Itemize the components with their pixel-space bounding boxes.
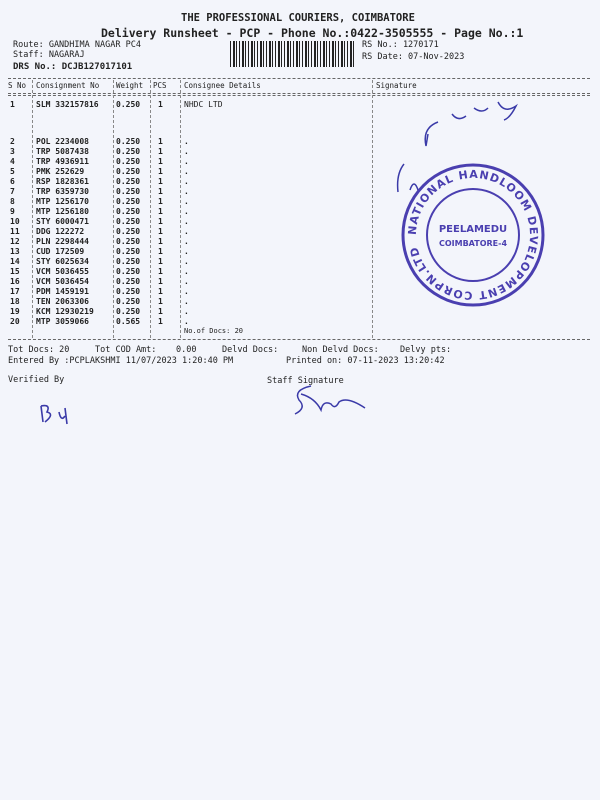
table-top-rule: [8, 78, 590, 79]
row-consignee: .: [184, 287, 189, 296]
row-pcs: 1: [158, 177, 163, 186]
row-weight: 0.250: [116, 257, 141, 266]
row-sno: 2: [10, 137, 15, 146]
row-sno: 9: [10, 207, 15, 216]
row-weight: 0.250: [116, 157, 141, 166]
row-consignment-no: RSP 1828361: [36, 177, 89, 186]
row-consignee: .: [184, 177, 189, 186]
row-pcs: 1: [158, 137, 163, 146]
row-weight: 0.250: [116, 247, 141, 256]
table-row: [8, 247, 368, 257]
delivery-points-label: Delvy pts:: [400, 345, 452, 355]
row-weight: 0.250: [116, 227, 141, 236]
row-consignee: .: [184, 187, 189, 196]
row-sno: 1: [10, 100, 15, 109]
row-consignment-no: PLN 2298444: [36, 237, 89, 246]
row-consignee: .: [184, 317, 189, 326]
row-weight: 0.250: [116, 267, 141, 276]
col-consignee: Consignee Details: [184, 81, 261, 90]
col-sno: S No: [8, 81, 27, 90]
row-pcs: 1: [158, 187, 163, 196]
table-row: [8, 177, 368, 187]
drs-number: DRS No.: DCJB127017101: [13, 62, 133, 72]
total-cod-label: Tot COD Amt:: [95, 345, 157, 355]
row-consignment-no: TRP 5087438: [36, 147, 89, 156]
table-bottom-rule: [8, 339, 590, 340]
row-sno: 3: [10, 147, 15, 156]
row-sno: 4: [10, 157, 15, 166]
table-row: [8, 217, 368, 227]
row-weight: 0.250: [116, 167, 141, 176]
row-sno: 6: [10, 177, 15, 186]
row-pcs: 1: [158, 167, 163, 176]
row-sno: 14: [10, 257, 20, 266]
row-pcs: 1: [158, 277, 163, 286]
row-consignee: .: [184, 257, 189, 266]
row-weight: 0.250: [116, 237, 141, 246]
staff-label: Staff: NAGARAJ: [13, 50, 85, 60]
table-row: [8, 257, 368, 267]
staff-signature-label: Staff Signature: [267, 376, 344, 386]
table-row: [8, 317, 368, 327]
row-consignee: .: [184, 307, 189, 316]
table-row: [8, 277, 368, 287]
row-sno: 18: [10, 297, 20, 306]
row-pcs: 1: [158, 207, 163, 216]
row-sno: 19: [10, 307, 20, 316]
table-row: [8, 237, 368, 247]
row-weight: 0.250: [116, 100, 141, 109]
row-weight: 0.250: [116, 207, 141, 216]
row-sno: 10: [10, 217, 20, 226]
row-sno: 5: [10, 167, 15, 176]
runsheet-title: Delivery Runsheet - PCP - Phone No.:0422-3505555 - Page No.:1: [101, 26, 524, 40]
row-pcs: 1: [158, 157, 163, 166]
no-of-docs: No.of Docs: 20: [184, 327, 244, 335]
row-consignee: .: [184, 247, 189, 256]
table-row: [8, 157, 368, 167]
row-consignee: .: [184, 237, 189, 246]
table-row: [8, 307, 368, 317]
row-consignment-no: STY 6025634: [36, 257, 89, 266]
row-pcs: 1: [158, 197, 163, 206]
non-delivered-docs-label: Non Delvd Docs:: [302, 345, 379, 355]
table-row: [8, 167, 368, 177]
row-weight: 0.250: [116, 197, 141, 206]
row-consignee: .: [184, 227, 189, 236]
row-pcs: 1: [158, 267, 163, 276]
verified-by-label: Verified By: [8, 375, 65, 385]
row-sno: 7: [10, 187, 15, 196]
row-consignment-no: POL 2234008: [36, 137, 89, 146]
rs-number: RS No.: 1270171: [362, 40, 439, 50]
table-row: [8, 227, 368, 237]
row-weight: 0.250: [116, 147, 141, 156]
row-sno: 17: [10, 287, 20, 296]
row-consignment-no: KCM 12930219: [36, 307, 94, 316]
row-consignment-no: TRP 4936911: [36, 157, 89, 166]
stamp-ring-text: NATIONAL HANDLOOM DEVELOPMENT CORPN.LTD: [405, 167, 541, 303]
row-pcs: 1: [158, 217, 163, 226]
row-weight: 0.250: [116, 287, 141, 296]
col-signature: Signature: [376, 81, 417, 90]
row-sno: 20: [10, 317, 20, 326]
row-pcs: 1: [158, 237, 163, 246]
barcode: [230, 41, 355, 67]
staff-signature-scribble: [285, 380, 375, 422]
row-pcs: 1: [158, 307, 163, 316]
row-weight: 0.250: [116, 187, 141, 196]
row-consignee: .: [184, 197, 189, 206]
row-sno: 15: [10, 267, 20, 276]
row-consignment-no: PMK 252629: [36, 167, 85, 176]
row-consignee: .: [184, 147, 189, 156]
row-consignment-no: MTP 1256170: [36, 197, 89, 206]
route-label: Route: GANDHIMA NAGAR PC4: [13, 40, 141, 50]
table-row: [8, 137, 368, 147]
row-pcs: 1: [158, 287, 163, 296]
delivered-docs-label: Delvd Docs:: [222, 345, 279, 355]
row-weight: 0.250: [116, 307, 141, 316]
table-row: [8, 147, 368, 157]
row-consignee: .: [184, 217, 189, 226]
row-consignee: .: [184, 157, 189, 166]
row-pcs: 1: [158, 297, 163, 306]
table-row: [8, 187, 368, 197]
table-row: [8, 100, 368, 110]
row-consignment-no: CUD 172509: [36, 247, 85, 256]
row-consignment-no: TEN 2063306: [36, 297, 89, 306]
row-consignment-no: SLM 332157816: [36, 100, 99, 109]
row-sno: 13: [10, 247, 20, 256]
row-pcs: 1: [158, 257, 163, 266]
row-consignment-no: TRP 6359730: [36, 187, 89, 196]
row-pcs: 1: [158, 247, 163, 256]
table-row: [8, 197, 368, 207]
row-consignment-no: STY 6000471: [36, 217, 89, 226]
row-sno: 16: [10, 277, 20, 286]
row-pcs: 1: [158, 227, 163, 236]
total-cod-value: 0.00: [176, 345, 197, 355]
company-name: THE PROFESSIONAL COURIERS, COIMBATORE: [181, 12, 415, 24]
row-consignment-no: VCM 5036455: [36, 267, 89, 276]
row-consignee: .: [184, 137, 189, 146]
row-weight: 0.250: [116, 277, 141, 286]
table-row: [8, 207, 368, 217]
stamp-line1: PEELAMEDU: [438, 224, 508, 235]
row-consignee: .: [184, 207, 189, 216]
row-weight: 0.250: [116, 297, 141, 306]
row-consignment-no: MTP 3059066: [36, 317, 89, 326]
entered-by: Entered By :PCPLAKSHMI 11/07/2023 1:20:40 PM: [8, 356, 234, 366]
row-consignee: .: [184, 267, 189, 276]
row-pcs: 1: [158, 317, 163, 326]
col-pcs: PCS: [153, 81, 167, 90]
total-docs: Tot Docs: 20: [8, 345, 70, 355]
row-consignee: .: [184, 277, 189, 286]
row-sno: 12: [10, 237, 20, 246]
row-pcs: 1: [158, 100, 163, 109]
row-pcs: 1: [158, 147, 163, 156]
row-weight: 0.250: [116, 137, 141, 146]
col-separator: [372, 80, 373, 338]
row-consignment-no: MTP 1256180: [36, 207, 89, 216]
row-sno: 11: [10, 227, 20, 236]
verified-initials-scribble: [35, 398, 80, 428]
row-consignment-no: VCM 5036454: [36, 277, 89, 286]
table-row: [8, 267, 368, 277]
table-row: [8, 287, 368, 297]
row-consignment-no: PDM 1459191: [36, 287, 89, 296]
printed-on: Printed on: 07-11-2023 13:20:42: [286, 356, 445, 366]
row-weight: 0.250: [116, 177, 141, 186]
row-consignee: .: [184, 297, 189, 306]
rs-date: RS Date: 07-Nov-2023: [362, 52, 465, 62]
col-consignment: Consignment No: [36, 81, 100, 90]
row-consignee: NHDC LTD: [184, 100, 223, 109]
stamp-line2: COIMBATORE-4: [438, 239, 508, 248]
row-weight: 0.565: [116, 317, 141, 326]
row-weight: 0.250: [116, 217, 141, 226]
col-weight: Weight: [116, 81, 144, 90]
table-row: [8, 297, 368, 307]
row-consignment-no: DDG 122272: [36, 227, 85, 236]
company-seal-stamp: [398, 160, 548, 310]
row-consignee: .: [184, 167, 189, 176]
row-sno: 8: [10, 197, 15, 206]
